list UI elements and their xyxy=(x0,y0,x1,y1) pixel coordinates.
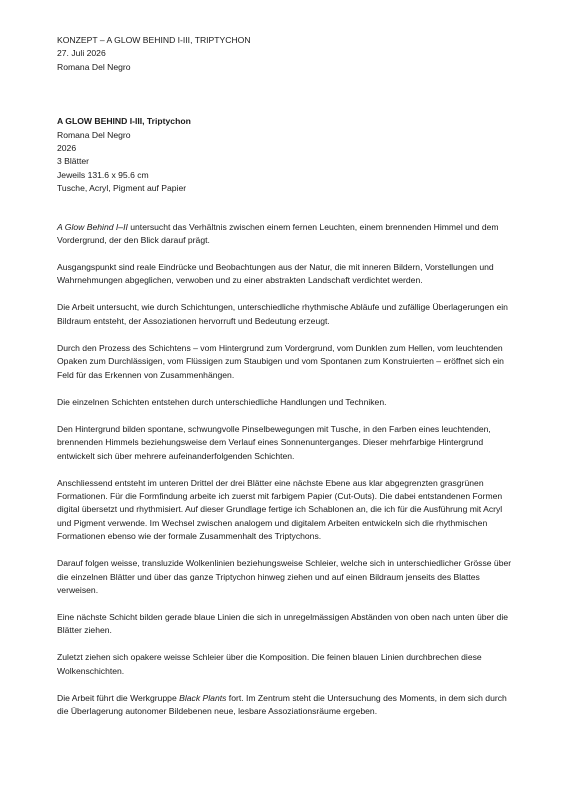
document-page xyxy=(57,34,517,732)
paragraph-veils: Zuletzt ziehen sich opakere weisse Schleier über die Komposition. Die feinen blauen Linien durchbrechen diese Wolkenschichten. xyxy=(57,652,482,676)
artwork-title: A GLOW BEHIND I-III, Triptychon xyxy=(57,116,191,127)
series-title-italic: Black Plants xyxy=(179,692,227,703)
paragraph-intro xyxy=(57,221,517,248)
header-title: KONZEPT – A GLOW BEHIND I-III, TRIPTYCHON xyxy=(57,35,251,45)
artwork-artist: Romana Del Negro xyxy=(57,129,131,140)
artwork-details xyxy=(57,115,517,195)
concept-text xyxy=(57,221,517,719)
paragraph-layering: Die Arbeit untersucht, wie durch Schichtungen, unterschiedliche rhythmische Abläufe und zufällige Überlagerungen ein Bildraum entsteht, der Assoziationen hervorruft und Bedeutung erzeugt. xyxy=(57,302,508,326)
paragraph-conclusion-start: Die Arbeit führt die Werkgruppe xyxy=(57,692,180,703)
paragraph-process: Durch den Prozess des Schichtens – vom Hintergrund zum Vordergrund, vom Dunklen zum Hellen, vom leuchtenden Opaken zum Durchlässigen, vom Flüssigen zum Staubigen und vom Spontanen zum Konstruierten – eröffnet sich ein Feld für das Erkennen von Zusammenhängen. xyxy=(57,342,504,380)
paragraph-blue-lines: Eine nächste Schicht bilden gerade blaue Linien die sich in unregelmässigen Abständen von oben nach unten über die Blätter ziehen. xyxy=(57,611,509,636)
document-header xyxy=(57,34,517,74)
paragraph-background: Den Hintergrund bilden spontane, schwungvolle Pinselbewegungen mit Tusche, in den Farben eines leuchtenden, brennenden Himmels beziehungsweise dem Verlauf eines Sonnenunterganges. Dieser mehrfarbige Hintergrund entwickelt sich über mehrere aufeinanderfolgenden Schichten. xyxy=(57,423,491,461)
header-date: 27. Juli 2026 xyxy=(57,48,106,59)
header-author: Romana Del Negro xyxy=(57,61,131,72)
paragraph-formations: Anschliessend entsteht im unteren Drittel der drei Blätter eine nächste Ebene aus klar abgegrenzten grasgrünen Formationen. Für die Formfindung arbeite ich zuerst mit farbigem Papier (Cut-Outs). Die dabei entstandenen Formen digital übersetzt und rhythmisiert. Auf dieser Grundlage fertige ich Schablonen an, die ich für die Ausführung mit Acryl und Pigment verwende. Im Wechsel zwischen analogem und digitalem Arbeiten entwickeln sich die rhythmischen Formationen ebenso wie der formale Zusammenhalt des Triptychons. xyxy=(57,477,503,542)
artwork-sheets: 3 Blätter xyxy=(57,156,90,167)
paragraph-starting-point: Ausgangspunkt sind reale Eindrücke und Beobachtungen aus der Natur, die mit inneren Bildern, Vorstellungen und Wahrnehmungen abgeglichen, verwoben und zu einer abstrakten Landschaft verdichtet werden. xyxy=(57,262,494,286)
paragraph-conclusion xyxy=(57,692,517,719)
paragraph-conclusion-end: fort. Im Zentrum steht die Untersuchung des Moments, in dem sich durch die Überlagerung autonomer Bildebenen neue, lesbare Assoziationsräume ergeben. xyxy=(57,692,507,717)
paragraph-layers: Die einzelnen Schichten entstehen durch unterschiedliche Handlungen und Techniken. xyxy=(57,396,387,407)
artwork-medium: Tusche, Acryl, Pigment auf Papier xyxy=(57,183,187,194)
artwork-dimensions: Jeweils 131.6 x 95.6 cm xyxy=(57,169,149,180)
paragraph-cloud-lines: Darauf folgen weisse, transluzide Wolkenlinien beziehungsweise Schleier, welche sich in unterschiedlicher Grösse über die einzelnen Blätter und über das ganze Triptychon hinweg ziehen und auf einen Bildraum jenseits des Blattes verweisen. xyxy=(57,558,512,595)
artwork-year: 2026 xyxy=(57,143,77,154)
paragraph-intro-text: untersucht das Verhältnis zwischen einem fernen Leuchten, einem brennenden Himmel und dem Vordergrund, der den Blick darauf prägt. xyxy=(57,221,499,246)
work-title-italic: A Glow Behind I–II xyxy=(57,221,128,232)
